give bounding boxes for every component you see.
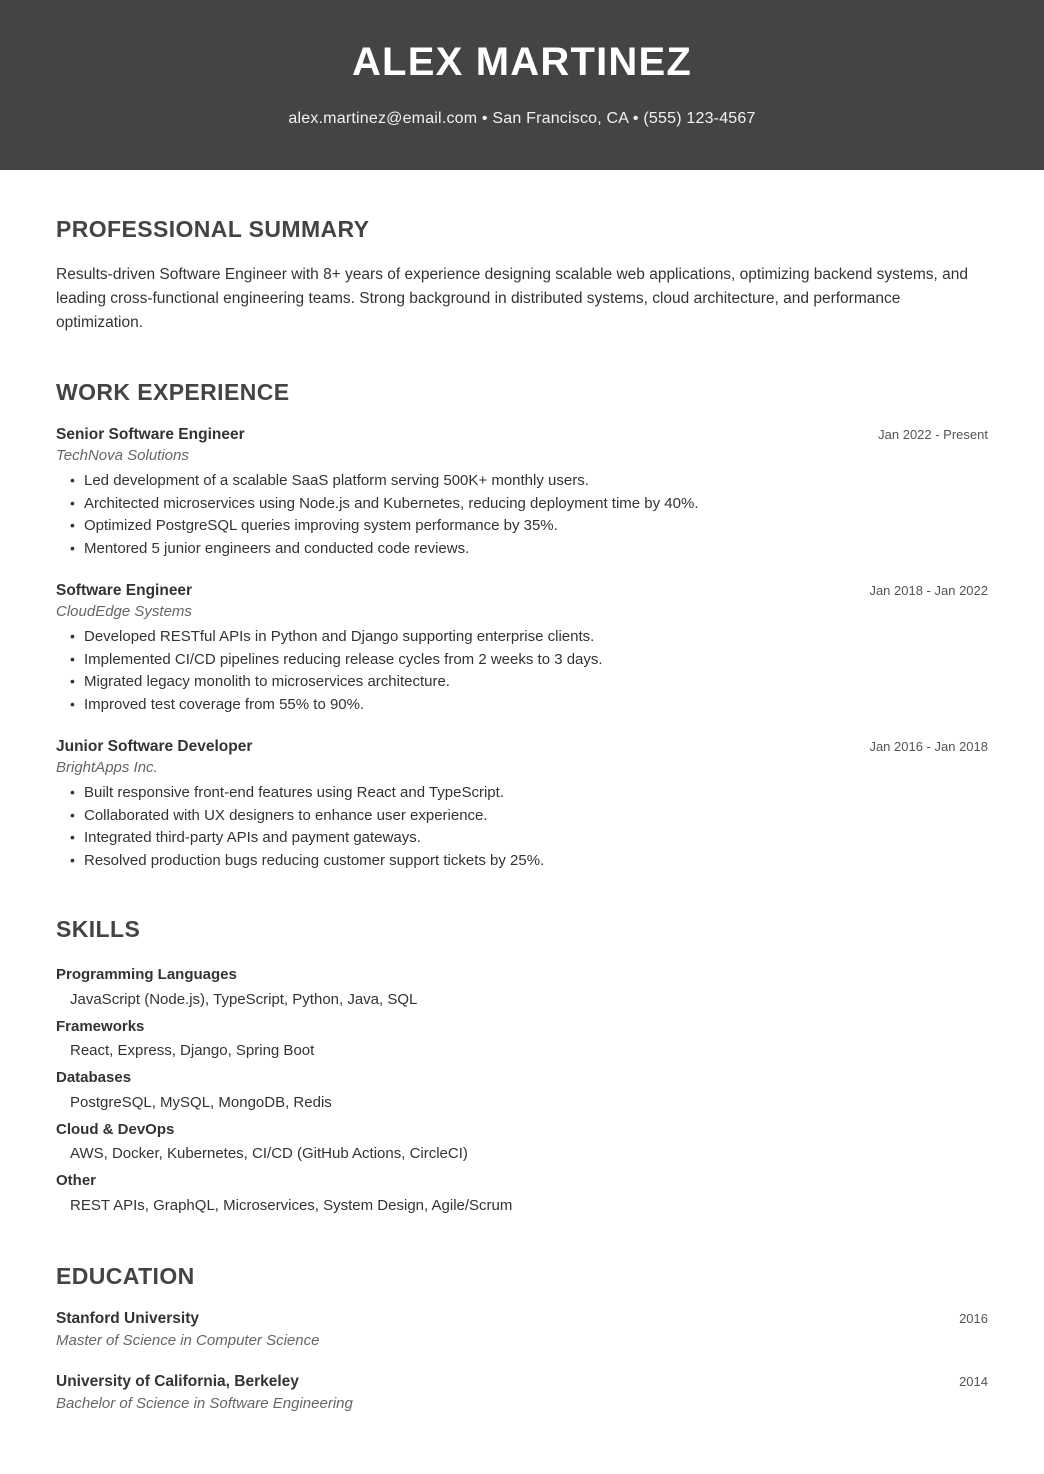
job-company: TechNova Solutions — [56, 447, 189, 465]
summary-text: Results-driven Software Engineer with 8+ years of experience designing scalable web applications, optimizing backend systems, and leading cross-functional engineering teams. Strong background in distributed systems, cloud architecture, and performance optimization. — [56, 266, 968, 332]
skill-category-label: Frameworks — [56, 1017, 145, 1035]
section-skills — [56, 916, 988, 1219]
skill-group — [56, 1118, 988, 1168]
job-bullet: • Resolved production bugs reducing customer support tickets by 25%. — [70, 850, 988, 873]
resume-header — [0, 0, 1044, 170]
education-entry-header — [56, 1373, 988, 1391]
skill-category-label: Programming Languages — [56, 966, 237, 984]
job-bullet-list — [56, 782, 988, 872]
job-bullet: • Optimized PostgreSQL queries improving system performance by 35%. — [70, 515, 988, 538]
education-degree: Bachelor of Science in Software Engineering — [56, 1394, 353, 1412]
skill-group — [56, 963, 988, 1013]
experience-entry-header — [56, 738, 988, 756]
education-entry-header — [56, 1310, 988, 1328]
education-school: Stanford University — [56, 1309, 199, 1327]
experience-entry — [56, 426, 988, 560]
experience-entry — [56, 738, 988, 872]
skill-category-values: AWS, Docker, Kubernetes, CI/CD (GitHub Actions, CircleCI) — [70, 1145, 468, 1163]
resume-body — [0, 170, 1044, 1472]
job-title: Senior Software Engineer — [56, 426, 245, 444]
job-company: CloudEdge Systems — [56, 603, 192, 621]
education-degree: Master of Science in Computer Science — [56, 1331, 320, 1349]
section-title-summary: PROFESSIONAL SUMMARY — [56, 216, 370, 242]
experience-entry-header — [56, 582, 988, 600]
job-dates: Jan 2018 - Jan 2022 — [869, 583, 988, 599]
job-bullet: • Mentored 5 junior engineers and conducted code reviews. — [70, 538, 988, 561]
education-year: 2016 — [959, 1310, 988, 1326]
section-education — [56, 1263, 988, 1412]
job-bullet: • Led development of a scalable SaaS platform serving 500K+ monthly users. — [70, 470, 988, 493]
job-bullet: • Improved test coverage from 55% to 90%. — [70, 694, 988, 717]
section-title-experience: WORK EXPERIENCE — [56, 379, 290, 406]
job-bullet: • Developed RESTful APIs in Python and Django supporting enterprise clients. — [70, 626, 988, 649]
education-entry — [56, 1310, 988, 1349]
job-company: BrightApps Inc. — [56, 759, 158, 777]
skill-category-values: REST APIs, GraphQL, Microservices, System Design, Agile/Scrum — [70, 1196, 513, 1214]
skill-group — [56, 1169, 988, 1219]
skill-category-values: JavaScript (Node.js), TypeScript, Python, Java, SQL — [70, 990, 418, 1008]
job-bullet: • Integrated third-party APIs and payment gateways. — [70, 827, 988, 850]
section-professional-summary — [56, 216, 988, 335]
job-dates: Jan 2022 - Present — [878, 427, 988, 443]
education-entry — [56, 1373, 988, 1412]
section-title-education: EDUCATION — [56, 1262, 195, 1289]
contact-line: alex.martinez@email.com • San Francisco, CA • (555) 123-4567 — [288, 110, 756, 127]
skill-category-label: Other — [56, 1172, 97, 1190]
job-bullet-list — [56, 626, 988, 716]
job-title: Junior Software Developer — [56, 738, 253, 756]
skill-group — [56, 1015, 988, 1065]
education-school: University of California, Berkeley — [56, 1372, 299, 1390]
education-year: 2014 — [959, 1373, 988, 1389]
skill-group — [56, 1066, 988, 1116]
skill-category-label: Cloud & DevOps — [56, 1120, 175, 1138]
candidate-name: ALEX MARTINEZ — [351, 40, 693, 84]
job-bullet: • Implemented CI/CD pipelines reducing release cycles from 2 weeks to 3 days. — [70, 649, 988, 672]
experience-entry — [56, 582, 988, 716]
skill-category-label: Databases — [56, 1069, 132, 1087]
section-work-experience — [56, 379, 988, 872]
skill-category-values: PostgreSQL, MySQL, MongoDB, Redis — [70, 1093, 332, 1111]
skill-category-values: React, Express, Django, Spring Boot — [70, 1042, 315, 1060]
job-title: Software Engineer — [56, 582, 193, 600]
section-title-skills: SKILLS — [56, 916, 141, 943]
job-bullet-list — [56, 470, 988, 560]
job-bullet: • Built responsive front-end features using React and TypeScript. — [70, 782, 988, 805]
job-bullet: • Migrated legacy monolith to microservices architecture. — [70, 671, 988, 694]
job-bullet: • Collaborated with UX designers to enhance user experience. — [70, 805, 988, 828]
job-bullet: • Architected microservices using Node.js and Kubernetes, reducing deployment time by 40%. — [70, 493, 988, 516]
experience-entry-header — [56, 426, 988, 444]
job-dates: Jan 2016 - Jan 2018 — [869, 739, 988, 755]
